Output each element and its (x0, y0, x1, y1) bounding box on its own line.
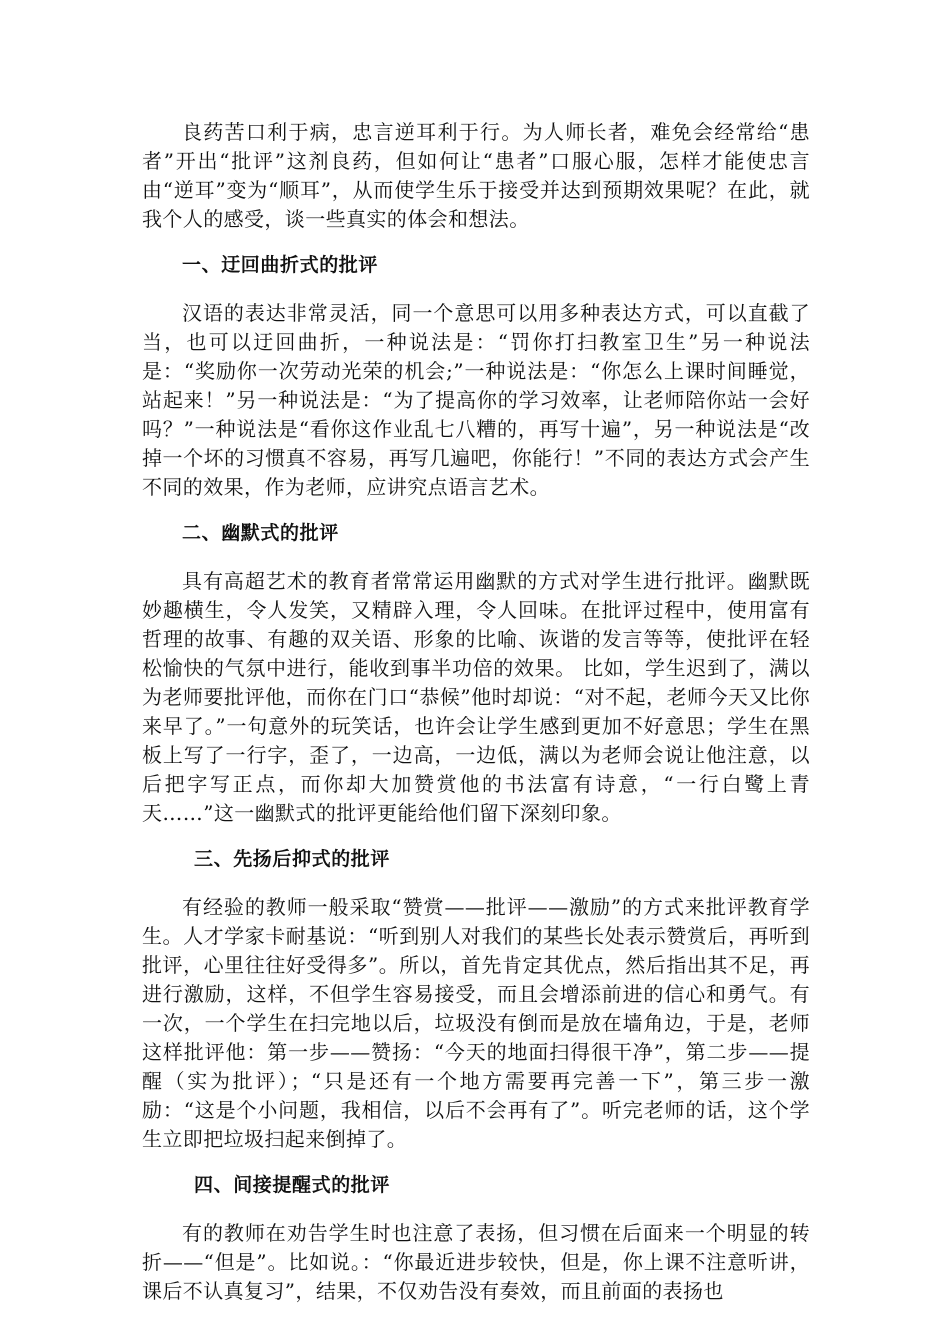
section-body-3: 有经验的教师一般采取“赞赏——批评——激励”的方式来批评教育学生。人才学家卡耐基说：“听到别人对我们的某些长处表示赞赏后，再听到批评，心里往往好受得多”。所以，首先肯定其优点，然后指出其不足，再进行激励，这样，不但学生容易接受，而且会增添前进的信心和勇气。有一次，一个学生在扫完地以后，垃圾没有倒而是放在墙角边，于是，老师这样批评他：第一步——赞扬：“今天的地面扫得很干净”，第二步——提醒（实为批评）；“只是还有一个地方需要再完善一下”，第三步一激励：“这是个小问题，我相信，以后不会再有了”。听完老师的话，这个学生立即把垃圾扫起来倒掉了。 (142, 895, 810, 1151)
section-heading-4: 四、间接提醒式的批评 (194, 1174, 391, 1196)
section-heading-3: 三、先扬后抑式的批评 (194, 848, 391, 870)
section-body-4: 有的教师在劝告学生时也注意了表扬，但习惯在后面来一个明显的转折——“但是”。比如说。：“你最近进步较快，但是，你上课不注意听讲，课后不认真复习”，结果，不仅劝告没有奏效，而且前面的表扬也 (142, 1221, 810, 1303)
section-body-1: 汉语的表达非常灵活，同一个意思可以用多种表达方式，可以直截了当，也可以迂回曲折，一种说法是：“罚你打扫教室卫生”另一种说法是：“奖励你一次劳动光荣的机会;”一种说法是：“你怎么上课时间睡觉，站起来！”另一种说法是：“为了提高你的学习效率，让老师陪你站一会好吗？”一种说法是“看你这作业乱七八糟的，再写十遍”，另一种说法是“改掉一个坏的习惯真不容易，再写几遍吧，你能行！”不同的表达方式会产生不同的效果，作为老师，应讲究点语言艺术。 (142, 301, 810, 499)
section-body-2: 具有高超艺术的教育者常常运用幽默的方式对学生进行批评。幽默既妙趣横生，令人发笑，又精辟入理，令人回味。在批评过程中，使用富有哲理的故事、有趣的双关语、形象的比喻、诙谐的发言等等，使批评在轻松愉快的气氛中进行，能收到事半功倍的效果。 比如，学生迟到了，满以为老师要批评他，而你在门口“恭候”他时却说：“对不起，老师今天又比你来早了。”一句意外的玩笑话，也许会让学生感到更加不好意思；学生在黑板上写了一行字，歪了，一边高，一边低，满以为老师会说让他注意，以后把字写正点，而你却大加赞赏他的书法富有诗意，“一行白鹭上青天……”这一幽默式的批评更能给他们留下深刻印象。 (142, 569, 810, 825)
document-page (142, 118, 810, 1306)
section-heading-2: 二、幽默式的批评 (182, 522, 339, 544)
section-heading-1: 一、迂回曲折式的批评 (182, 254, 379, 276)
intro-paragraph: 良药苦口利于病，忠言逆耳利于行。为人师长者，难免会经常给“患者”开出“批评”这剂良药，但如何让“患者”口服心服，怎样才能使忠言由“逆耳”变为“顺耳”，从而使学生乐于接受并达到预期效果呢？在此，就我个人的感受，谈一些真实的体会和想法。 (142, 120, 810, 231)
